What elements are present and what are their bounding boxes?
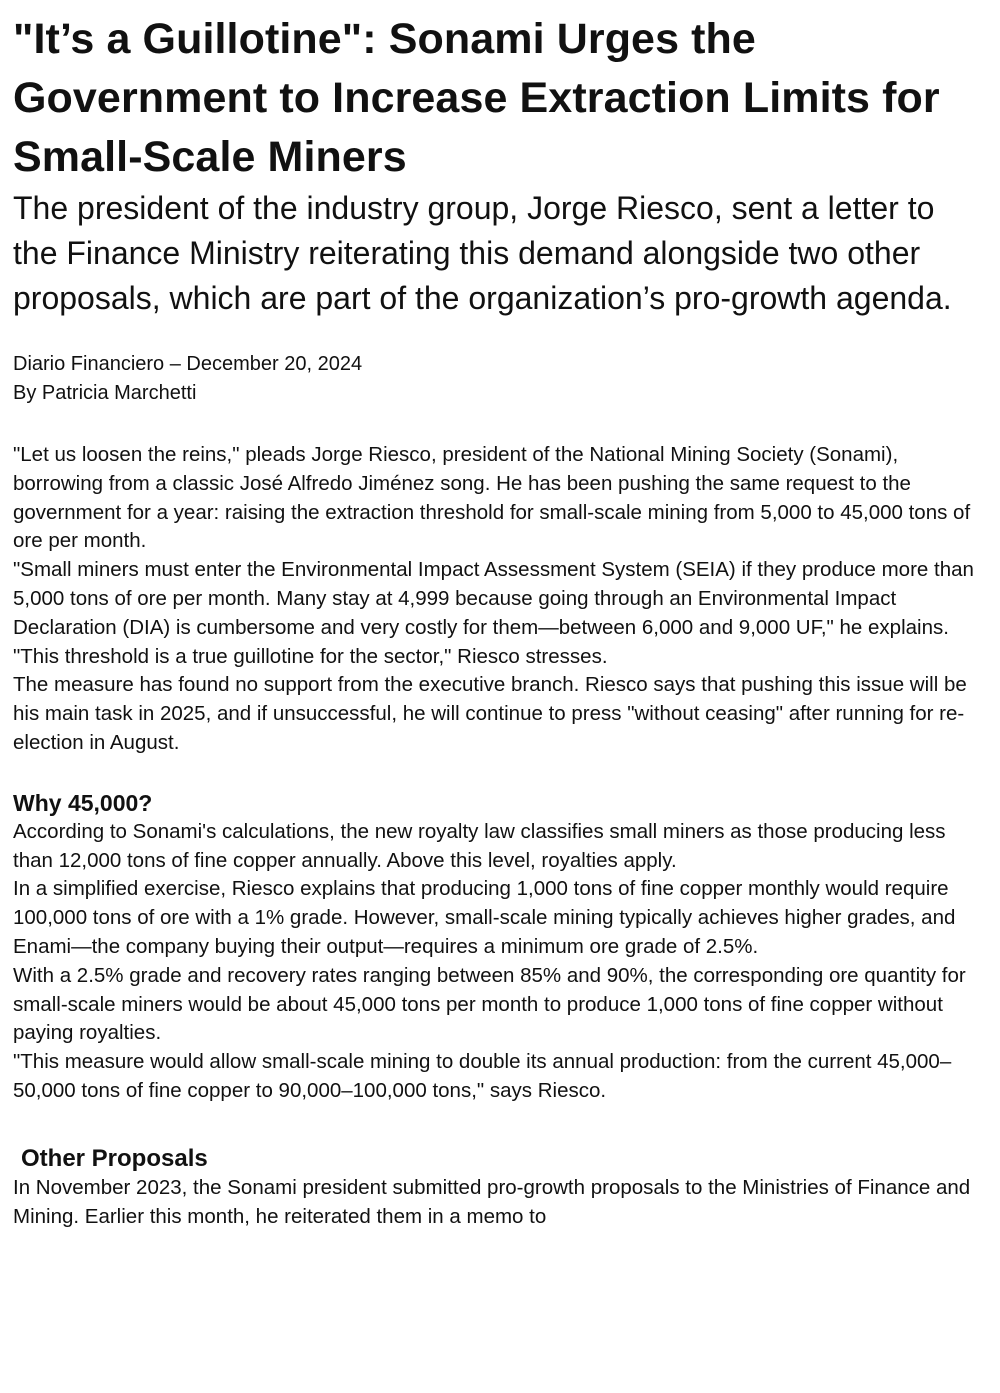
- paragraph: "Let us loosen the reins," pleads Jorge Riesco, president of the National Mining Society (Sonami), borrowing from a classic José Alfredo Jiménez song. He has been pushing the same request to the government for a year: raising the extraction threshold for small-scale mining from 5,000 to 45,000 tons of ore per month.: [13, 443, 971, 553]
- paragraph: "Small miners must enter the Environmental Impact Assessment System (SEIA) if they produce more than 5,000 tons of ore per month. Many stay at 4,999 because going through an Environmental Impact Declaration (DIA) is cumbersome and very costly for them—between 6,000 and 9,000 UF," he explains. "This threshold is a true guillotine for the sector," Riesco stresses.: [13, 558, 974, 668]
- article-intro: [13, 441, 986, 758]
- byline: By Patricia Marchetti: [13, 382, 197, 404]
- article-headline: "It’s a Guillotine": Sonami Urges the Government to Increase Extraction Limits for Small-Scale Miners: [13, 15, 940, 181]
- section-body-other-proposals: [13, 1174, 986, 1232]
- source-line: Diario Financiero – December 20, 2024: [13, 353, 363, 375]
- article-meta: [13, 350, 986, 408]
- section-heading-why-45000: Why 45,000?: [13, 789, 153, 816]
- paragraph: In November 2023, the Sonami president submitted pro-growth proposals to the Ministries of Finance and Mining. Earlier this month, he reiterated them in a memo to: [13, 1175, 971, 1228]
- section-heading-other-proposals: Other Proposals: [21, 1144, 208, 1172]
- paragraph: According to Sonami's calculations, the new royalty law classifies small miners as those producing less than 12,000 tons of fine copper annually. Above this level, royalties apply.: [13, 819, 946, 872]
- paragraph: The measure has found no support from the executive branch. Riesco says that pushing this issue will be his main task in 2025, and if unsuccessful, he will continue to press "without ceasing" after running for re-election in August.: [13, 673, 967, 754]
- paragraph: In a simplified exercise, Riesco explains that producing 1,000 tons of fine copper monthly would require 100,000 tons of ore with a 1% grade. However, small-scale mining typically achieves higher grades, and Enami—the company buying their output—requires a minimum ore grade of 2.5%.: [13, 877, 956, 958]
- paragraph: "This measure would allow small-scale mining to double its annual production: from the current 45,000–50,000 tons of fine copper to 90,000–100,000 tons," says Riesco.: [13, 1050, 952, 1102]
- section-body-why-45000: [13, 818, 986, 1106]
- article-deck: The president of the industry group, Jorge Riesco, sent a letter to the Finance Ministry reiterating this demand alongside two other proposals, which are part of the organization’s pro-growth agenda.: [13, 190, 952, 316]
- paragraph: With a 2.5% grade and recovery rates ranging between 85% and 90%, the corresponding ore quantity for small-scale miners would be about 45,000 tons per month to produce 1,000 tons of fine copper without paying royalties.: [13, 963, 966, 1045]
